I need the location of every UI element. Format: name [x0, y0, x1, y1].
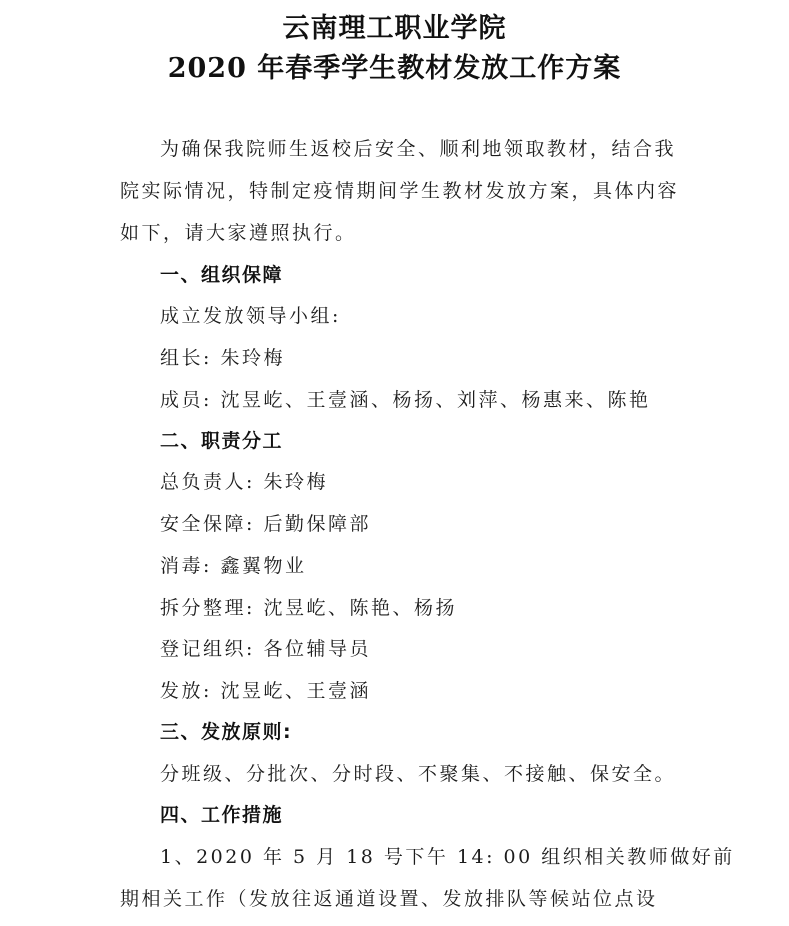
section2-line-2: 安全保障: 后勤保障部: [160, 513, 371, 535]
section4-line-2: 期相关工作（发放往返通道设置、发放排队等候站位点设: [120, 888, 658, 910]
section2-line-1: 总负责人: 朱玲梅: [160, 471, 328, 493]
section-heading-principles: 三、发放原则:: [160, 721, 293, 743]
intro-paragraph-line-1: 为确保我院师生返校后安全、顺利地领取教材，结合我: [160, 138, 677, 160]
section1-line-3: 成员: 沈昱屹、王壹涵、杨扬、刘萍、杨惠来、陈艳: [160, 389, 651, 411]
section2-line-6: 发放: 沈昱屹、王壹涵: [160, 680, 371, 702]
intro-paragraph-line-3: 如下，请大家遵照执行。: [120, 222, 357, 244]
section3-line-1: 分班级、分批次、分时段、不聚集、不接触、保安全。: [160, 763, 677, 785]
section2-line-3: 消毒: 鑫翼物业: [160, 555, 307, 577]
section-heading-organization: 一、组织保障: [160, 264, 284, 286]
document-title: 云南理工职业学院: [282, 13, 507, 44]
section4-line-1: 1、2020 年 5 月 18 号下午 14: 00 组织相关教师做好前: [160, 846, 735, 868]
intro-paragraph-line-2: 院实际情况，特制定疫情期间学生教材发放方案，具体内容: [120, 180, 680, 202]
section-heading-measures: 四、工作措施: [160, 804, 284, 826]
section1-line-1: 成立发放领导小组:: [160, 305, 341, 327]
section2-line-5: 登记组织: 各位辅导员: [160, 638, 371, 660]
document-subtitle: 2020 年春季学生教材发放工作方案: [167, 53, 622, 84]
section2-line-4: 拆分整理: 沈昱屹、陈艳、杨扬: [160, 597, 457, 619]
section1-line-2: 组长: 朱玲梅: [160, 347, 285, 369]
section-heading-duties: 二、职责分工: [160, 430, 284, 452]
